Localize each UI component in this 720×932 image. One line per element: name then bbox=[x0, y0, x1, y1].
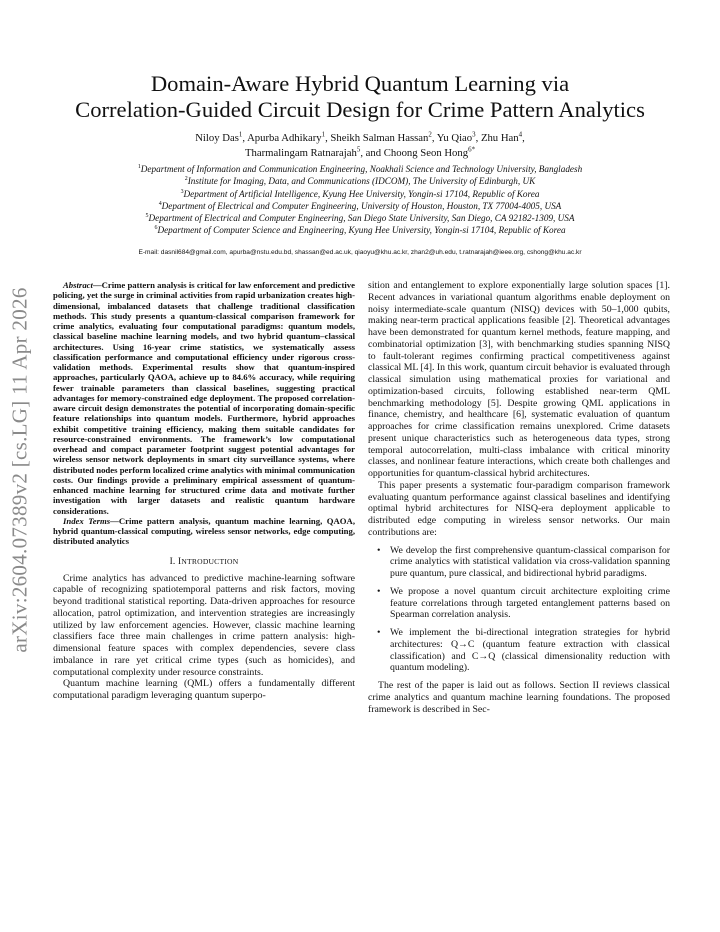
author-list bbox=[40, 131, 680, 161]
affiliation-text: Department of Electrical and Computer Engineering, University of Houston, Houston, TX 77004-4005, USA bbox=[161, 200, 562, 211]
affiliation-text: Department of Information and Communication Engineering, Noakhali Science and Technology University, Bangladesh bbox=[140, 164, 583, 174]
right-column bbox=[368, 280, 670, 715]
affiliation-text: Department of Electrical and Computer Engineering, San Diego State University, San Diego, CA 92182-1309, USA bbox=[148, 213, 575, 224]
index-terms bbox=[53, 516, 355, 547]
arxiv-identifier: arXiv:2604.07389v2 [cs.LG] 11 Apr 2026 bbox=[7, 287, 32, 653]
intro-paragraph-2: Quantum machine learning (QML) offers a fundamentally different computational paradigm leveraging quantum superpo- bbox=[53, 678, 355, 701]
affiliation-text: Department of Computer Science and Engineering, Kyung Hee University, Yongin-si 17104, Republic of Korea bbox=[157, 225, 566, 236]
author-sup: 1 bbox=[321, 130, 326, 139]
affiliation bbox=[30, 175, 690, 187]
author-line-1: Niloy Das$^1$, Apurba Adhikary$^1$, Sheikh Salman Hassan$^2$, Yu Qiao$^3$, Zhu Han$^4$, bbox=[195, 130, 525, 144]
author-sup: 3 bbox=[472, 130, 476, 139]
affiliation-sup: 4 bbox=[158, 200, 162, 207]
author-name: Niloy Das bbox=[195, 132, 239, 144]
affiliation bbox=[30, 200, 690, 212]
contribution-item: • We implement the bi-directional integration strategies for hybrid architectures: Q→C (quantum feature extraction with classical classification) and C→Q (classical dimensionality reduction with quantum modeling). bbox=[390, 627, 670, 674]
author-conjunction: and bbox=[365, 147, 382, 159]
author-name: Sheikh Salman Hassan bbox=[330, 132, 429, 144]
author-name: Zhu Han bbox=[480, 132, 519, 144]
section-heading-initial: I. I bbox=[169, 556, 182, 567]
affiliation-text: Institute for Imaging, Data, and Communications (IDCOM), The University of Edinburgh, UK bbox=[187, 176, 536, 187]
author-name: Choong Seon Hong bbox=[383, 147, 469, 159]
author-name: Tharmalingam Ratnarajah bbox=[244, 147, 357, 159]
author-sup: 2 bbox=[428, 130, 432, 139]
left-column bbox=[53, 280, 355, 702]
author-sup: 4 bbox=[518, 130, 523, 139]
right-paragraph-3: The rest of the paper is laid out as follows. Section II reviews classical crime analytics and quantum machine learning foundations. The proposed framework is described in Sec- bbox=[368, 680, 670, 715]
affiliation-sup: 6 bbox=[154, 225, 158, 232]
contribution-list bbox=[368, 545, 670, 675]
arxiv-watermark bbox=[2, 260, 38, 680]
contribution-item: • We propose a novel quantum circuit architecture exploiting crime feature correlations through targeted entanglement patterns based on Spearman correlation analysis. bbox=[390, 586, 670, 621]
right-paragraph-2: This paper presents a systematic four-paradigm comparison framework evaluating quantum performance against classical baselines and identifying optimal hybrid architectures for NISQ-era deployment applicable to distributed edge computing in wireless sensor networks. Our main contributions are: bbox=[368, 479, 670, 538]
affiliation-list bbox=[30, 163, 690, 237]
affiliation-text: Department of Artificial Intelligence, Kyung Hee University, Yongin-si 17104, Republic of Korea bbox=[183, 188, 540, 199]
author-name: Yu Qiao bbox=[436, 132, 473, 144]
affiliation bbox=[30, 212, 690, 224]
section-heading-rest: NTRODUCTION bbox=[181, 556, 239, 566]
author-sup: 5 bbox=[356, 145, 361, 154]
author-name: Apurba Adhikary bbox=[247, 132, 322, 144]
abstract-text: —Crime pattern analysis is critical for law enforcement and predictive policing, yet the surge in criminal activities from rapid urbanization creates high-dimensional, imbalanced datasets that challenge traditional classification methods. This study presents a quantum-classical comparison framework for crime analytics, evaluating four computational paradigms: quantum models, classical baseline machine learning models, and two hybrid quantum–classical architectures. Using 16-year crime statistics, we systematically assess classification performance and computational efficiency under rigorous cross-validation methods. Experimental results show that quantum-inspired approaches, particularly QAOA, achieve up to 84.6% accuracy, while requiring fewer trainable parameters than classical baselines, suggesting practical advantages for memory-constrained edge deployment. The proposed correlation-aware circuit design demonstrates the potential of incorporating domain-specific feature relationships into quantum models. Furthermore, hybrid approaches exhibit competitive training efficiency, making them suitable candidates for resource-constrained environments. The framework’s low computational overhead and compact parameter footprint suggest potential advantages for wireless sensor network deployments in smart city surveillance systems, where distributed nodes perform localized crime analytics with minimal communication costs. Our findings provide a preliminary empirical assessment of quantum-enhanced machine learning for structured crime data and motivate further investigation with larger datasets and realistic quantum hardware considerations. bbox=[53, 280, 355, 516]
affiliation bbox=[30, 224, 690, 236]
abstract bbox=[53, 280, 355, 516]
index-terms-text: —Crime pattern analysis, quantum machine learning, QAOA, hybrid quantum-classical computing, wireless sensor networks, edge computing, distributed analytics bbox=[53, 515, 356, 547]
section-heading-introduction bbox=[53, 557, 355, 567]
title-line-2: Correlation-Guided Circuit Design for Crime Pattern Analytics bbox=[75, 97, 645, 122]
right-paragraph-1: sition and entanglement to explore exponentially large solution spaces [1]. Recent advances in variational quantum algorithms enable deployment on noisy intermediate-scale quantum (NISQ) devices with 50–1,000 qubits, making near-term practical applications feasible [2]. Theoretical advantages have been demonstrated for quantum kernel methods, feature mapping, and combinatorial optimization [3], with benchmarking studies spanning NISQ to fault-tolerant regimes confirming practical competitiveness against classical ML [4]. In this work, quantum circuit behavior is evaluated through classical simulation using mathematical proxies for variational and optimization-based circuits, following established near-term QML benchmarking methodology [5]. Despite growing QML applications in finance, chemistry, and healthcare [6], systematic evaluation of quantum approaches for crime classification remains unexplored. Crime datasets present unique characteristics such as heterogeneous data types, strong temporal autocorrelation, multi-class imbalance with critical minority classes, and nonlinear feature interactions, which create both challenges and opportunities for quantum-classical hybrid architectures. bbox=[368, 280, 670, 479]
affiliation-sup: 5 bbox=[145, 213, 149, 220]
affiliation bbox=[30, 163, 690, 175]
abstract-label: Abstract bbox=[63, 280, 93, 290]
author-sup: 6* bbox=[468, 145, 476, 154]
contribution-item: • We develop the first comprehensive quantum-classical comparison for crime analytics with statistical validation via cross-validation spanning pure quantum, pure classical, and bidirectional hybrid paradigms. bbox=[390, 545, 670, 580]
affiliation-sup: 1 bbox=[137, 163, 141, 170]
affiliation bbox=[30, 188, 690, 200]
intro-paragraph-1: Crime analytics has advanced to predictive machine-learning software capable of recognizing spatiotemporal patterns and risk factors, moving beyond traditional statistical reporting. Data-driven approaches for resource allocation, patrol optimization, and intervention strategies are increasingly utilized by law enforcement agencies. However, classic machine learning classifiers face three main challenges in crime pattern analysis: high-dimensional feature spaces with complex dependencies, severe class imbalance in rare yet critical crime types (such as homicides), and computational complexity under resource constraints. bbox=[53, 572, 355, 678]
affiliation-sup: 2 bbox=[184, 176, 188, 183]
affiliation-sup: 3 bbox=[180, 188, 184, 195]
author-line-2: Tharmalingam Ratnarajah$^5$, and Choong Seon Hong$^{6*}$ bbox=[244, 145, 476, 159]
index-terms-label: Index Terms bbox=[63, 515, 111, 526]
email-line: E-mail: dasnil684@gmail.com, apurba@nstu.edu.bd, shassan@ed.ac.uk, qiaoyu@khu.ac.kr, zhan2@uh.edu, t.ratnarajah@ieee.org, cshong@khu.ac.kr bbox=[138, 249, 582, 256]
author-sup: 1 bbox=[238, 130, 243, 139]
paper-title bbox=[40, 71, 680, 123]
title-line-1: Domain-Aware Hybrid Quantum Learning via bbox=[150, 71, 570, 96]
